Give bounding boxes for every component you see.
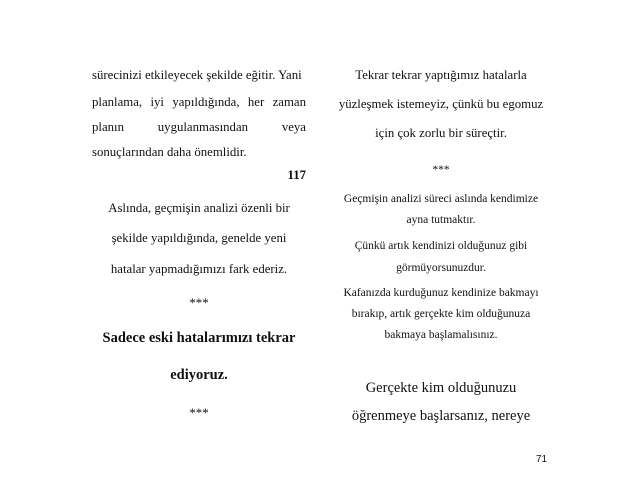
page-number: 71 [536,454,548,465]
right-p2-line7: bakmaya başlamalısınız. [384,329,498,341]
left-p1-line3-word2: uygulanmasından [157,120,249,134]
right-p2-line3: Çünkü artık kendinizi olduğunuz gibi [354,240,528,252]
right-p2-line6: bırakıp, artık gerçekte kim olduğunuza [351,308,531,320]
right-separator: *** [432,164,450,176]
right-p1-line3: için çok zorlu bir süreçtir. [375,126,507,140]
left-p1-line4: sonuçlarından daha önemlidir. [92,145,247,159]
right-p1-line1: Tekrar tekrar yaptığımız hatalarla [355,68,527,82]
left-p2-line1: Aslında, geçmişin analizi özenli bir [108,201,290,215]
right-p3-line1: Gerçekte kim olduğunuzu [365,380,517,396]
left-bold-line2: ediyoruz. [170,367,228,383]
left-p1-line1: sürecinizi etkileyecek şekilde eğitir. Yani [92,68,302,82]
left-p2-line3: hatalar yapmadığımızı fark ederiz. [110,262,288,276]
right-p1-line2: yüzleşmek istemeyiz, çünkü bu egomuz [338,97,544,111]
right-p2-line1: Geçmişin analizi süreci aslında kendimize [343,193,539,205]
left-p2-line2: şekilde yapıldığında, genelde yeni [111,231,287,245]
left-bold-line1: Sadece eski hatalarımızı tekrar [102,330,296,346]
right-p2-line5: Kafanızda kurduğunuz kendinize bakmayı [343,287,539,299]
left-p1-line3-word1: planın [92,120,124,134]
left-p1-line2: planlama, iyi yapıldığında, her zaman [92,95,306,109]
left-p1-line3 [92,120,306,135]
left-p1-line3-word3: veya [281,120,306,134]
left-separator-2: *** [189,406,209,420]
right-p2-line2: ayna tutmaktır. [406,214,476,226]
left-separator-1: *** [189,296,209,310]
left-number: 117 [287,168,306,182]
right-p2-line4: görmüyorsunuzdur. [396,262,486,274]
right-p3-line2: öğrenmeye başlarsanız, nereye [351,408,531,424]
